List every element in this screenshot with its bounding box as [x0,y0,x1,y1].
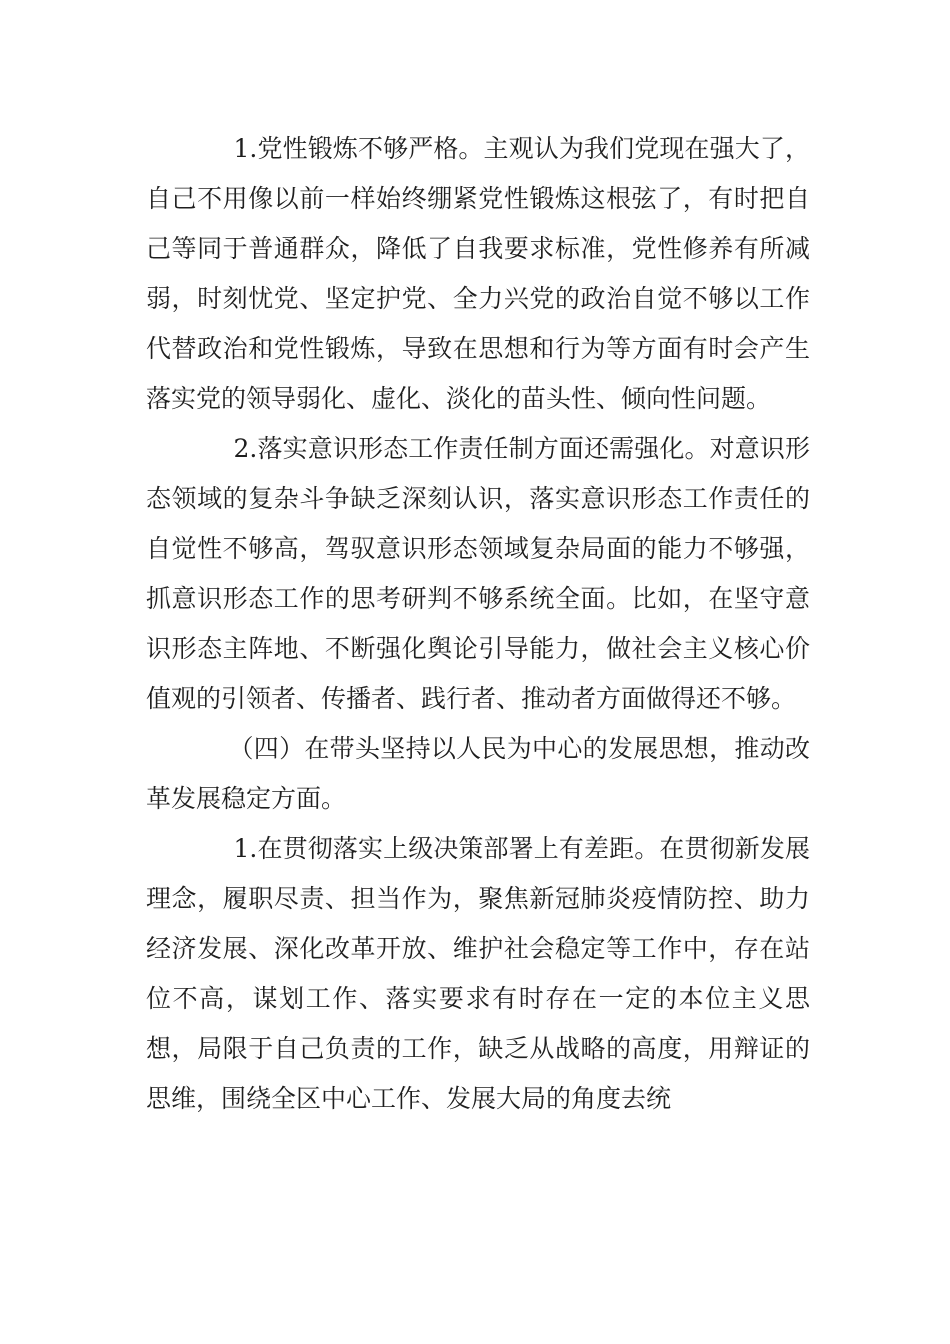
paragraph-party-discipline: 1.党性锻炼不够严格。主观认为我们党现在强大了，自己不用像以前一样始终绷紧党性锻炼这根弦了，有时把自己等同于普通群众，降低了自我要求标准，党性修养有所减弱，时刻忧党、坚定护党、全力兴党的政治自觉不够以工作代替政治和党性锻炼，导致在思想和行为等方面有时会产生落实党的领导弱化、虚化、淡化的苗头性、倾向性问题。 [146,134,810,413]
document-body [146,124,810,1124]
paragraph-ideology-responsibility: 2.落实意识形态工作责任制方面还需强化。对意识形态领域的复杂斗争缺乏深刻认识，落实意识形态工作责任的自觉性不够高，驾驭意识形态领域复杂局面的能力不够强，抓意识形态工作的思考研判不够系统全面。比如，在坚守意识形态主阵地、不断强化舆论引导能力，做社会主义核心价值观的引领者、传播者、践行者、推动者方面做得还不够。 [146,434,810,713]
paragraph-implementation-gap: 1.在贯彻落实上级决策部署上有差距。在贯彻新发展理念，履职尽责、担当作为，聚焦新冠肺炎疫情防控、助力经济发展、深化改革开放、维护社会稳定等工作中，存在站位不高，谋划工作、落实要求有时存在一定的本位主义思想，局限于自己负责的工作，缺乏从战略的高度，用辩证的思维，围绕全区中心工作、发展大局的角度去统 [146,834,810,1113]
section-heading-four: （四）在带头坚持以人民为中心的发展思想，推动改革发展稳定方面。 [146,734,810,813]
